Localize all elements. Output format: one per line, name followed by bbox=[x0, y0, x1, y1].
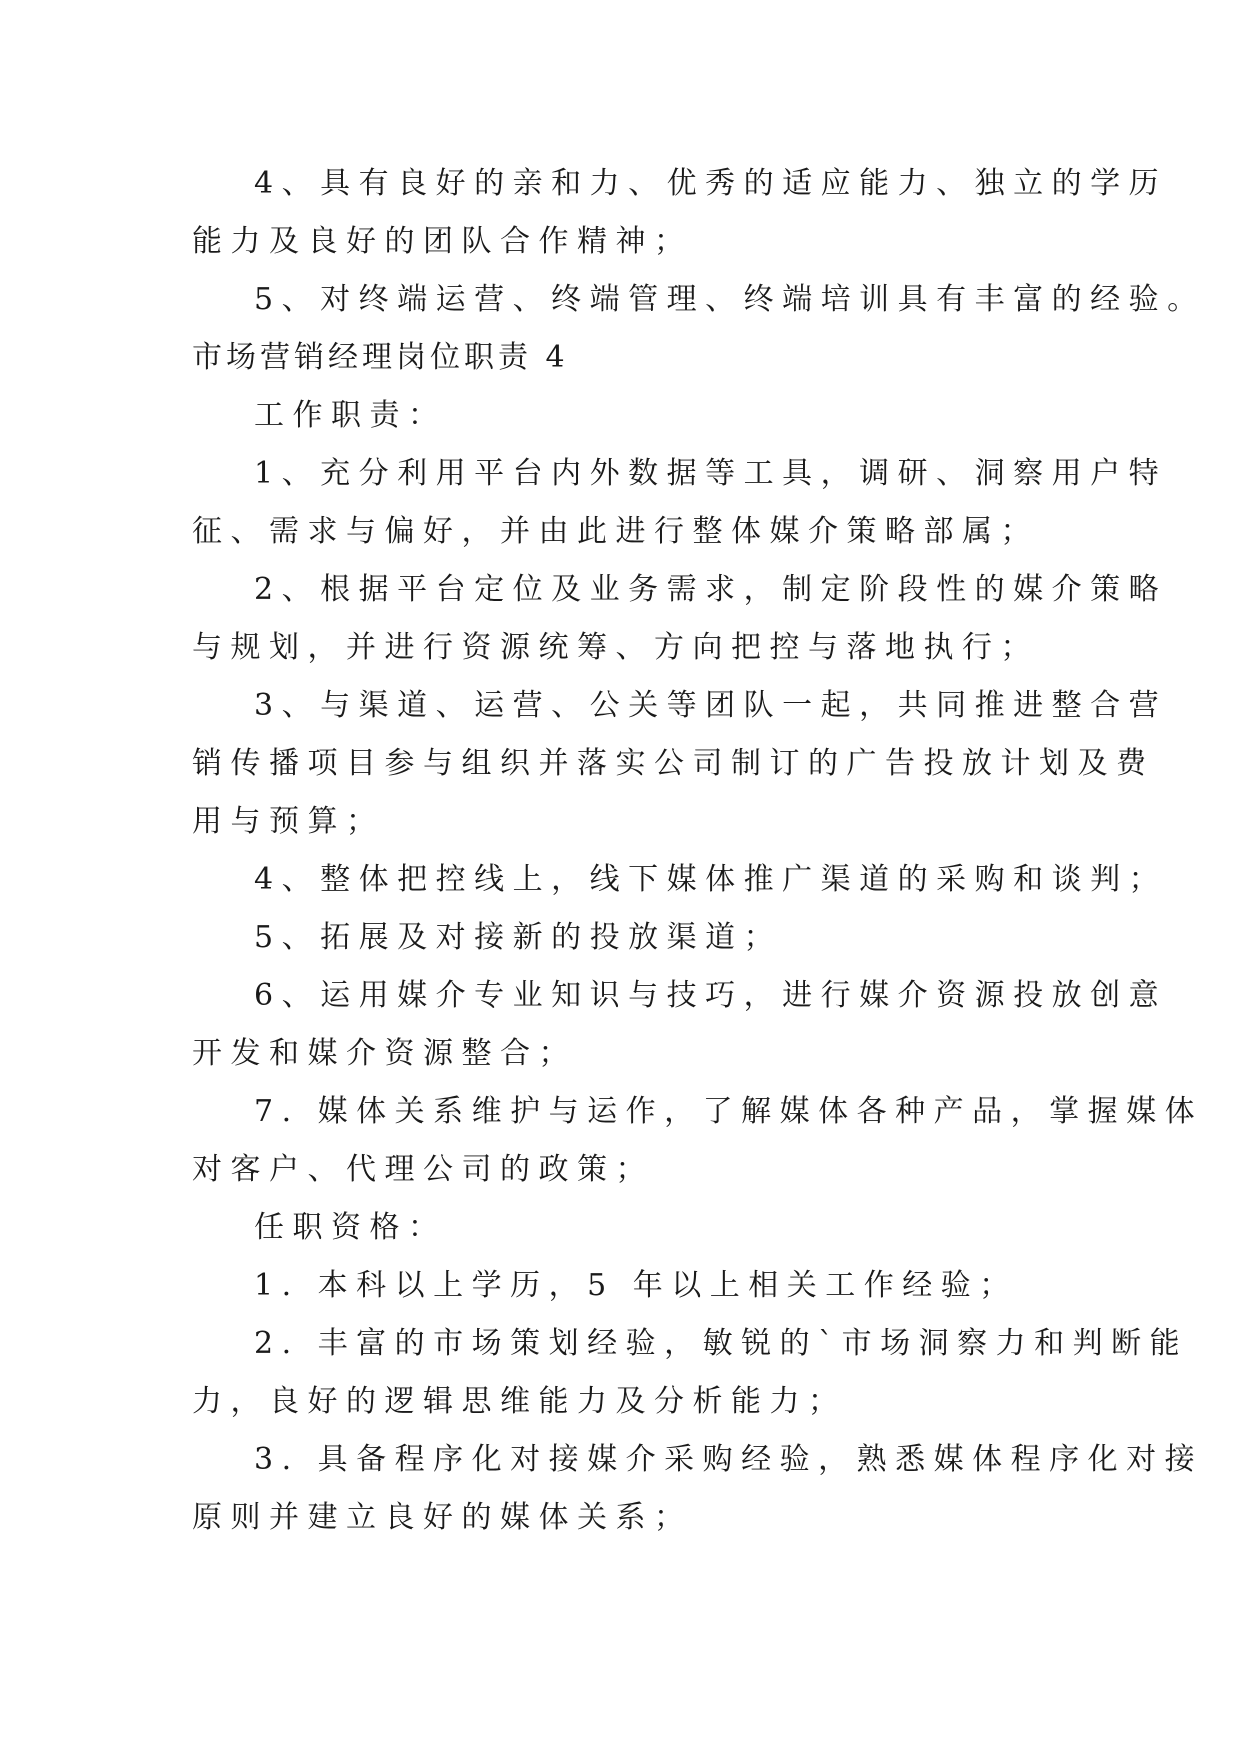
subsection-label: 工作职责： bbox=[254, 398, 447, 433]
text-line: 能力及良好的团队合作精神； bbox=[192, 224, 693, 259]
text-line: 力，良好的逻辑思维能力及分析能力； bbox=[192, 1384, 847, 1419]
text-line: 与规划，并进行资源统筹、方向把控与落地执行； bbox=[192, 630, 1039, 665]
text-line: 3. 具备程序化对接媒介采购经验，熟悉媒体程序化对接 bbox=[254, 1442, 1204, 1477]
text-line: 7. 媒体关系维护与运作，了解媒体各种产品，掌握媒体 bbox=[254, 1094, 1204, 1129]
text-line: 2、根据平台定位及业务需求，制定阶段性的媒介策略 bbox=[254, 572, 1168, 607]
text-line: 3、与渠道、运营、公关等团队一起，共同推进整合营 bbox=[254, 688, 1168, 723]
text-line: 5、对终端运营、终端管理、终端培训具有丰富的经验。 bbox=[254, 282, 1206, 317]
text-line: 对客户、代理公司的政策； bbox=[192, 1152, 654, 1187]
text-line: 开发和媒介资源整合； bbox=[192, 1036, 577, 1071]
text-line: 5、拓展及对接新的投放渠道； bbox=[254, 920, 783, 955]
text-line: 销传播项目参与组织并落实公司制订的广告投放计划及费 bbox=[192, 746, 1155, 781]
text-line: 征、需求与偏好，并由此进行整体媒介策略部属； bbox=[192, 514, 1039, 549]
text-line: 1、充分利用平台内外数据等工具，调研、洞察用户特 bbox=[254, 456, 1168, 491]
text-line: 6、运用媒介专业知识与技巧，进行媒介资源投放创意 bbox=[254, 978, 1168, 1013]
text-line: 原则并建立良好的媒体关系； bbox=[192, 1500, 693, 1535]
text-line: 2. 丰富的市场策划经验，敏锐的`市场洞察力和判断能 bbox=[254, 1326, 1189, 1361]
document-body bbox=[192, 155, 1206, 1547]
subsection-label: 任职资格： bbox=[254, 1210, 447, 1245]
text-line: 4、具有良好的亲和力、优秀的适应能力、独立的学历 bbox=[254, 166, 1168, 201]
text-line: 4、整体把控线上，线下媒体推广渠道的采购和谈判； bbox=[254, 862, 1168, 897]
text-line: 用与预算； bbox=[192, 804, 385, 839]
text-line: 1. 本科以上学历，5 年以上相关工作经验； bbox=[254, 1268, 1018, 1303]
section-heading: 市场营销经理岗位职责 4 bbox=[192, 340, 569, 375]
